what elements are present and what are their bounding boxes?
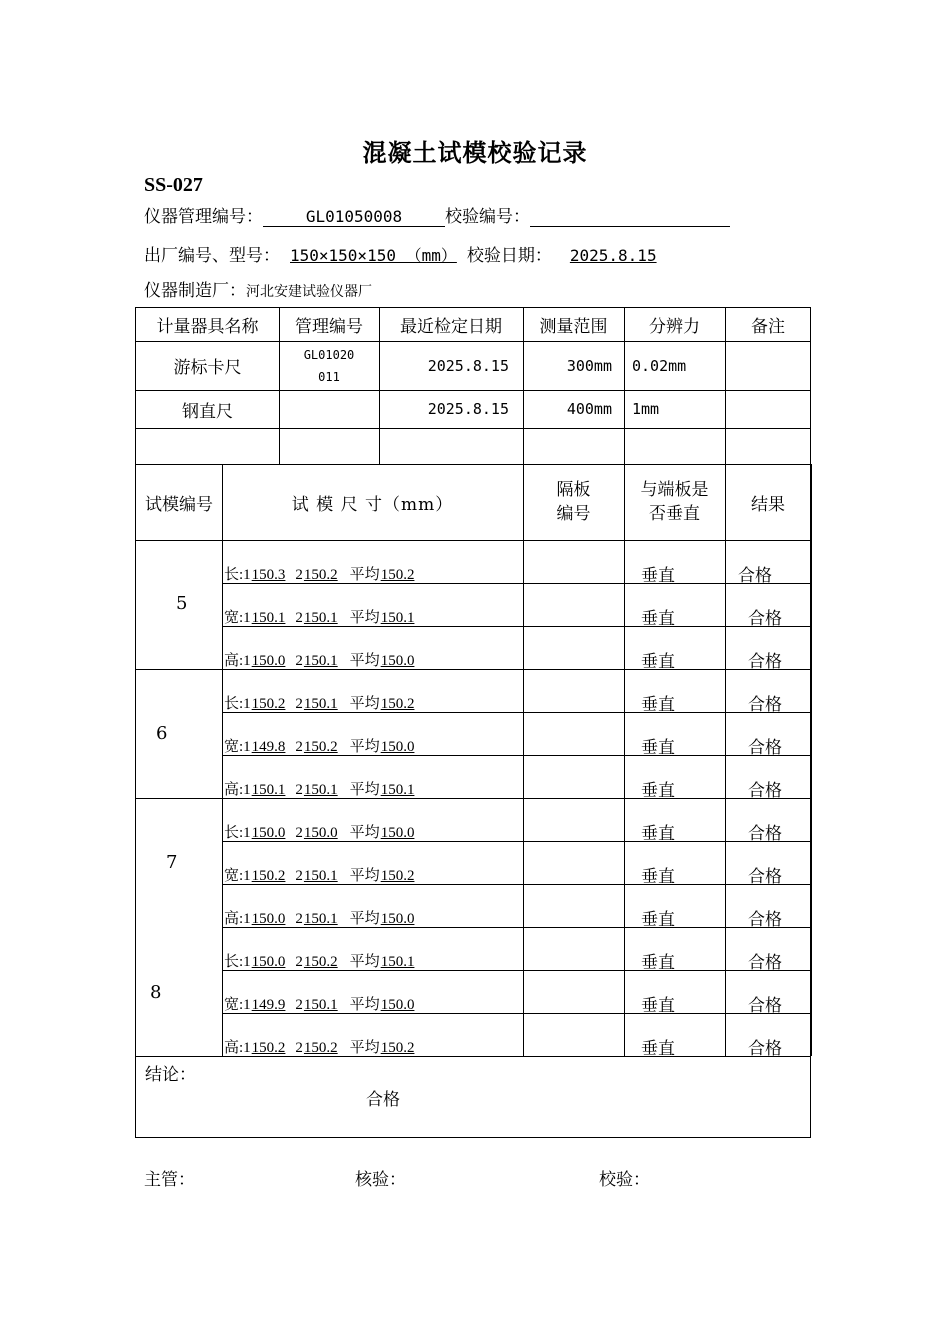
conclusion-value: 合格 (366, 1090, 400, 1110)
value-2: 150.1 (303, 911, 338, 927)
instr-resolution-cell: 1mm (632, 400, 660, 418)
perpendicular-value: 垂直 (641, 1039, 675, 1059)
value-1: 150.0 (251, 653, 286, 669)
measurement-line (224, 864, 418, 885)
perpendicular-value: 垂直 (641, 824, 675, 844)
label-one: 1 (243, 1040, 251, 1056)
supervisor-label: 主管： (144, 1170, 195, 1190)
size-header: 试 模 尺 寸（mm） (291, 494, 454, 515)
value-1: 150.0 (251, 954, 286, 970)
label-two: 2 (295, 610, 303, 626)
grid-line (222, 841, 811, 842)
instr-name-cell: 游标卡尺 (173, 358, 242, 378)
grid-line (523, 464, 524, 1056)
label-two: 2 (295, 997, 303, 1013)
label-avg: 平均 (349, 911, 380, 927)
grid-line (222, 927, 811, 928)
value-avg: 150.0 (380, 653, 415, 669)
value-2: 150.2 (303, 567, 338, 583)
value-avg: 150.2 (380, 567, 415, 583)
instr-range-cell: 300mm (566, 356, 612, 375)
label-two: 2 (295, 1040, 303, 1056)
plate-no-header-line: 编号 (556, 504, 591, 524)
measurement-line (224, 993, 418, 1014)
dim-label: 宽: (224, 868, 244, 884)
measurement-line (224, 1036, 418, 1057)
value-2: 150.1 (303, 997, 338, 1013)
instr-date-cell (379, 428, 523, 464)
label-two: 2 (295, 739, 303, 755)
value-1: 150.2 (251, 696, 286, 712)
page-title: 混凝土试模校验记录 (362, 138, 588, 167)
label-one: 1 (243, 696, 251, 712)
value-1: 150.1 (251, 610, 286, 626)
result-value: 合格 (748, 781, 782, 801)
label-one: 1 (243, 954, 251, 970)
instr-note-cell (725, 390, 811, 428)
label-one: 1 (243, 911, 251, 927)
label-two: 2 (295, 825, 303, 841)
value-1: 150.2 (251, 1040, 286, 1056)
result-value: 合格 (748, 867, 782, 887)
value-2: 150.1 (303, 610, 338, 626)
label-one: 1 (243, 653, 251, 669)
label-two: 2 (295, 954, 303, 970)
label-two: 2 (295, 567, 303, 583)
value-avg: 150.0 (380, 825, 415, 841)
form-code: SS-027 (144, 174, 203, 196)
label-one: 1 (243, 782, 251, 798)
value-2: 150.2 (303, 739, 338, 755)
result-value: 合格 (748, 824, 782, 844)
measurement-line (224, 606, 418, 627)
label-avg: 平均 (349, 610, 380, 626)
instr-code-cell (279, 428, 379, 464)
result-value: 合格 (748, 996, 782, 1016)
measurement-line (224, 950, 418, 971)
reviewer-label: 核验： (355, 1170, 406, 1190)
instr-resolution-cell: 0.02mm (632, 356, 687, 375)
label-two: 2 (295, 911, 303, 927)
value-1: 150.0 (251, 825, 286, 841)
label-avg: 平均 (349, 825, 380, 841)
maker-value: 河北安建试验仪器厂 (246, 284, 372, 300)
mold-no-header: 试模编号 (145, 494, 213, 515)
plate-no-header (523, 464, 624, 540)
instr-resolution-cell (624, 428, 725, 464)
perpendicular-header (624, 464, 725, 540)
label-avg: 平均 (349, 567, 380, 583)
grid-line (136, 540, 811, 541)
factory-label: 出厂编号、型号： (144, 246, 280, 266)
instr-code-cell (279, 390, 379, 428)
perpendicular-value: 垂直 (641, 609, 675, 629)
value-2: 150.1 (303, 782, 338, 798)
grid-line (811, 464, 812, 1056)
grid-line (136, 1056, 811, 1057)
label-one: 1 (243, 997, 251, 1013)
instr-code-cell (279, 341, 379, 390)
mold-number: 6 (156, 723, 168, 744)
instr-note-cell (725, 341, 811, 390)
grid-line (136, 669, 811, 670)
value-2: 150.1 (303, 696, 338, 712)
maker-line (144, 276, 372, 301)
label-two: 2 (295, 653, 303, 669)
value-avg: 150.1 (380, 782, 415, 798)
label-two: 2 (295, 868, 303, 884)
perpendicular-value: 垂直 (641, 996, 675, 1016)
label-avg: 平均 (349, 997, 380, 1013)
result-value: 合格 (748, 953, 782, 973)
measurement-line (224, 821, 418, 842)
instr-range-cell: 400mm (566, 400, 612, 418)
label-two: 2 (295, 696, 303, 712)
instr-date-cell: 2025.8.15 (427, 356, 509, 375)
maker-label: 仪器制造厂： (144, 281, 246, 301)
label-avg: 平均 (349, 954, 380, 970)
dim-label: 长: (224, 825, 244, 841)
measurement-line (224, 907, 418, 928)
result-value: 合格 (748, 695, 782, 715)
label-avg: 平均 (349, 782, 380, 798)
instr-header-cell: 备注 (751, 317, 785, 337)
perpendicular-value: 垂直 (641, 910, 675, 930)
instr-date-cell: 2025.8.15 (427, 400, 509, 418)
value-2: 150.2 (303, 1040, 338, 1056)
mgmt-no-label: 仪器管理编号： (144, 207, 263, 227)
value-avg: 150.2 (380, 696, 415, 712)
checker-label: 校验： (599, 1170, 650, 1190)
calib-no-value (530, 208, 730, 227)
instr-name-cell (136, 428, 279, 464)
value-1: 149.8 (251, 739, 286, 755)
label-one: 1 (243, 567, 251, 583)
dim-label: 高: (224, 1040, 244, 1056)
label-two: 2 (295, 782, 303, 798)
label-one: 1 (243, 868, 251, 884)
perpendicular-value: 垂直 (641, 695, 675, 715)
value-1: 150.1 (251, 782, 286, 798)
label-one: 1 (243, 610, 251, 626)
perpendicular-value: 垂直 (641, 738, 675, 758)
grid-line (222, 583, 811, 584)
value-avg: 150.1 (380, 610, 415, 626)
result-value: 合格 (748, 1039, 782, 1059)
mold-number: 5 (176, 593, 188, 614)
instr-header-cell: 分辨力 (649, 317, 700, 337)
label-one: 1 (243, 825, 251, 841)
instr-code-line1: GL01020 (303, 347, 355, 362)
grid-line (624, 464, 625, 1056)
grid-line (222, 626, 811, 627)
grid-line (222, 970, 811, 971)
label-avg: 平均 (349, 868, 380, 884)
mgmt-no-line (144, 202, 730, 227)
grid-line (222, 464, 223, 1056)
dim-label: 高: (224, 782, 244, 798)
measurement-line (224, 692, 418, 713)
instr-name-cell: 钢直尺 (182, 401, 233, 422)
label-avg: 平均 (349, 696, 380, 712)
perpendicular-value: 垂直 (641, 652, 675, 672)
instr-header-cell: 管理编号 (295, 317, 363, 337)
result-value: 合格 (748, 609, 782, 629)
perpendicular-value: 垂直 (641, 781, 675, 801)
instr-header-cell: 计量器具名称 (156, 317, 259, 337)
mgmt-no-value: GL01050008 (263, 207, 445, 227)
dim-label: 高: (224, 653, 244, 669)
perpendicular-value: 垂直 (641, 953, 675, 973)
mold-number: 8 (150, 982, 162, 1003)
label-avg: 平均 (349, 739, 380, 755)
value-avg: 150.0 (380, 911, 415, 927)
result-header: 结果 (751, 494, 785, 515)
dim-label: 长: (224, 567, 244, 583)
factory-line (144, 241, 660, 266)
measurement-line (224, 649, 418, 670)
measurement-line (224, 735, 418, 756)
instr-code-line2: 011 (318, 369, 340, 384)
result-value: 合格 (738, 566, 772, 586)
plate-no-header-line: 隔板 (556, 480, 591, 500)
value-avg: 150.1 (380, 954, 415, 970)
value-2: 150.0 (303, 825, 338, 841)
measurement-line (224, 778, 418, 799)
instr-range-cell (523, 428, 624, 464)
grid-line (222, 755, 811, 756)
label-avg: 平均 (349, 1040, 380, 1056)
perpendicular-header-line: 与端板是 (640, 480, 709, 500)
dim-label: 宽: (224, 997, 244, 1013)
value-1: 150.0 (251, 911, 286, 927)
grid-line (222, 1013, 811, 1014)
value-1: 149.9 (251, 997, 286, 1013)
value-avg: 150.0 (380, 997, 415, 1013)
value-2: 150.1 (303, 868, 338, 884)
dim-label: 宽: (224, 610, 244, 626)
factory-value: 150×150×150 （mm） (290, 246, 457, 265)
result-value: 合格 (748, 738, 782, 758)
conclusion-label: 结论： (145, 1065, 196, 1085)
instr-header-cell: 测量范围 (539, 317, 608, 337)
calib-no-label: 校验编号： (445, 207, 530, 227)
value-1: 150.2 (251, 868, 286, 884)
perpendicular-value: 垂直 (641, 566, 675, 586)
value-avg: 150.2 (380, 868, 415, 884)
grid-line (222, 884, 811, 885)
measurement-line (224, 563, 418, 584)
mold-number: 7 (166, 852, 178, 873)
grid-line (725, 464, 726, 1056)
dim-label: 高: (224, 911, 244, 927)
calib-date-label: 校验日期： (466, 246, 552, 266)
calibration-table (135, 307, 811, 1138)
value-avg: 150.2 (380, 1040, 415, 1056)
label-one: 1 (243, 739, 251, 755)
perpendicular-value: 垂直 (641, 867, 675, 887)
dim-label: 长: (224, 954, 244, 970)
calib-date-value: 2025.8.15 (569, 246, 657, 265)
result-value: 合格 (748, 652, 782, 672)
result-value: 合格 (748, 910, 782, 930)
instr-note-cell (725, 428, 811, 464)
value-2: 150.2 (303, 954, 338, 970)
value-1: 150.3 (251, 567, 286, 583)
value-avg: 150.0 (380, 739, 415, 755)
dim-label: 宽: (224, 739, 244, 755)
grid-line (136, 798, 811, 799)
instr-header-cell: 最近检定日期 (400, 317, 502, 337)
value-2: 150.1 (303, 653, 338, 669)
label-avg: 平均 (349, 653, 380, 669)
grid-line (222, 712, 811, 713)
perpendicular-header-line: 否垂直 (649, 504, 700, 524)
dim-label: 长: (224, 696, 244, 712)
